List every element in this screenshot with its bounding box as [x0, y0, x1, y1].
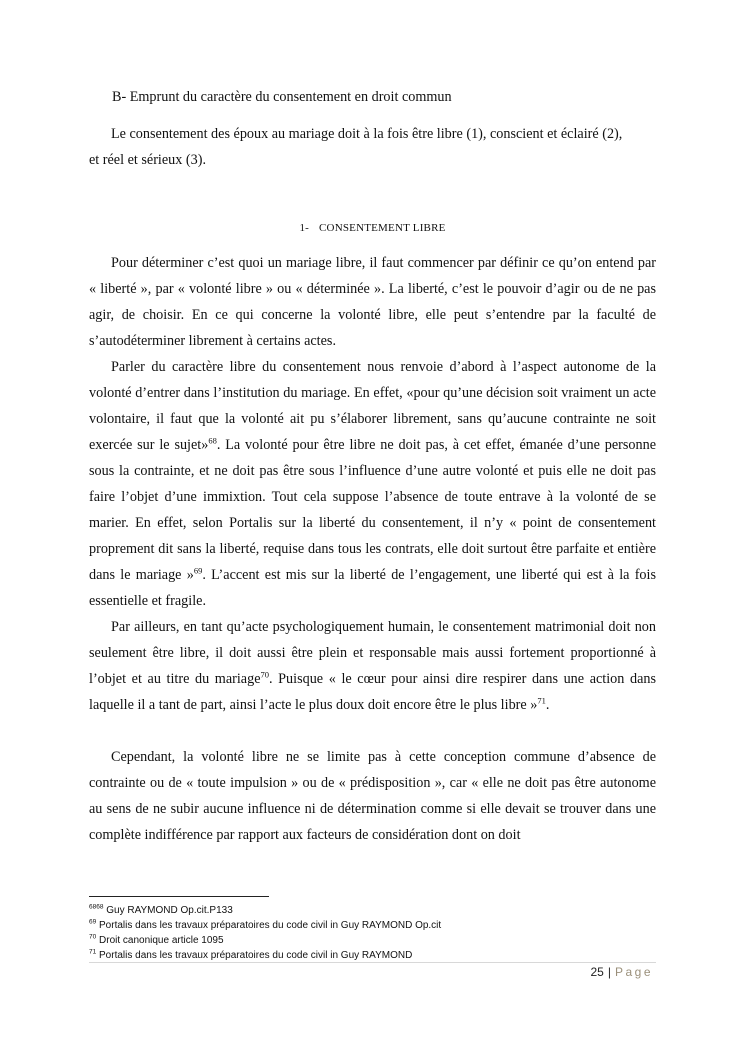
paragraph-3-text-a: Par ailleurs, en tant qu’acte psychologiquement humain, le consentement matrimonial doit non seulement être libre, il doit aussi être plein et responsable mais aussi fortement proportionné à l’objet et au titre du mariage [89, 619, 656, 687]
paragraph-2 [89, 354, 656, 614]
intro-line-1: Le consentement des époux au mariage doit à la fois être libre (1), conscient et éclairé (2), [111, 126, 623, 142]
footnote-number: 71 [89, 948, 97, 956]
footnote-ref-68[interactable]: 68 [208, 435, 217, 446]
footnote-ref-71[interactable]: 71 [537, 695, 546, 706]
footnotes [89, 903, 609, 963]
footnote-separator [89, 896, 269, 897]
paragraph-3-text-c: . [545, 697, 550, 713]
intro-paragraph [89, 121, 656, 173]
footer-divider: | [607, 965, 611, 979]
page-footer [590, 965, 653, 979]
footnote-number: 70 [89, 933, 97, 941]
footnote-text: Portalis dans les travaux préparatoires du code civil in Guy RAYMOND Op.cit [96, 920, 442, 931]
footnote-ref-69[interactable]: 69 [193, 565, 203, 576]
footnote-item [89, 918, 609, 933]
footnote-number: 6868 [89, 903, 104, 911]
footnote-text: Portalis dans les travaux préparatoires du code civil in Guy RAYMOND [96, 950, 413, 961]
paragraph-1 [89, 250, 656, 354]
paragraph-4 [89, 744, 656, 848]
subsection-title [0, 222, 745, 234]
section-heading: B- Emprunt du caractère du consentement en droit commun [112, 89, 452, 105]
subsection-number: 1- [299, 222, 310, 234]
subsection-label: CONSENTEMENT LIBRE [319, 222, 446, 234]
paragraph-2-text-b: . La volonté pour être libre ne doit pas, à cet effet, émanée d’une personne sous la contrainte, et ne doit pas être sous l’influence d’une autre volonté et puis elle ne doit pas faire l’objet d’une immixtion. Tout cela suppose l’absence de toute entrave à la volonté de se marier. En effet, selon Portalis sur la liberté du consentement, il n’y « point de consentement proprement dit sans la liberté, requise dans tous les contrats, elle doit surtout être parfaite et entière dans le mariage » [89, 437, 656, 583]
footnote-text: Guy RAYMOND Op.cit.P133 [103, 905, 233, 916]
intro-line-2: et réel et sérieux (3). [89, 152, 206, 168]
footnote-text: Droit canonique article 1095 [96, 935, 224, 946]
paragraph-1-text: Pour déterminer c’est quoi un mariage libre, il faut commencer par définir ce qu’on entend par « liberté », par « volonté libre » ou « déterminée ». La liberté, c’est le pouvoir d’agir ou de ne pas agir, de choisir. En ce qui concerne la volonté libre, elle peut s’entendre par la faculté de s’autodéterminer librement à certains actes. [89, 255, 656, 349]
footer-separator [89, 962, 656, 963]
paragraph-4-text: Cependant, la volonté libre ne se limite pas à cette conception commune d’absence de contrainte ou de « toute impulsion » ou de « prédisposition », car « elle ne doit pas être autonome au sens de ne subir aucune influence ni de détermination comme si elle devait se trouver dans une complète indifférence par rapport aux facteurs de considération dont on doit [89, 749, 656, 843]
paragraph-2-text-a: Parler du caractère libre du consentement nous renvoie d’abord à l’aspect autonome de la volonté d’entrer dans l’institution du mariage. En effet, «pour qu’une décision soit vraiment un acte volontaire, il faut que la volonté ait pu s’élaborer librement, sans qu’aucune contrainte ne soit exercée sur le sujet» [89, 359, 656, 453]
page-number: 25 [590, 965, 604, 979]
footnote-number: 69 [89, 918, 97, 926]
paragraph-3-text-b: . Puisque « le cœur pour ainsi dire respirer dans une action dans laquelle il a tant de part, ainsi l’acte le plus doux doit encore être le plus libre » [89, 671, 656, 713]
footnote-item [89, 933, 609, 948]
page-label: Page [614, 965, 653, 979]
paragraph-3 [89, 614, 656, 718]
footnote-item [89, 903, 609, 918]
paragraph-2-text-c: . L’accent est mis sur la liberté de l’engagement, une liberté qui est à la fois essentielle et fragile. [89, 567, 656, 609]
footnote-item [89, 948, 609, 963]
footnote-ref-70[interactable]: 70 [260, 669, 269, 680]
